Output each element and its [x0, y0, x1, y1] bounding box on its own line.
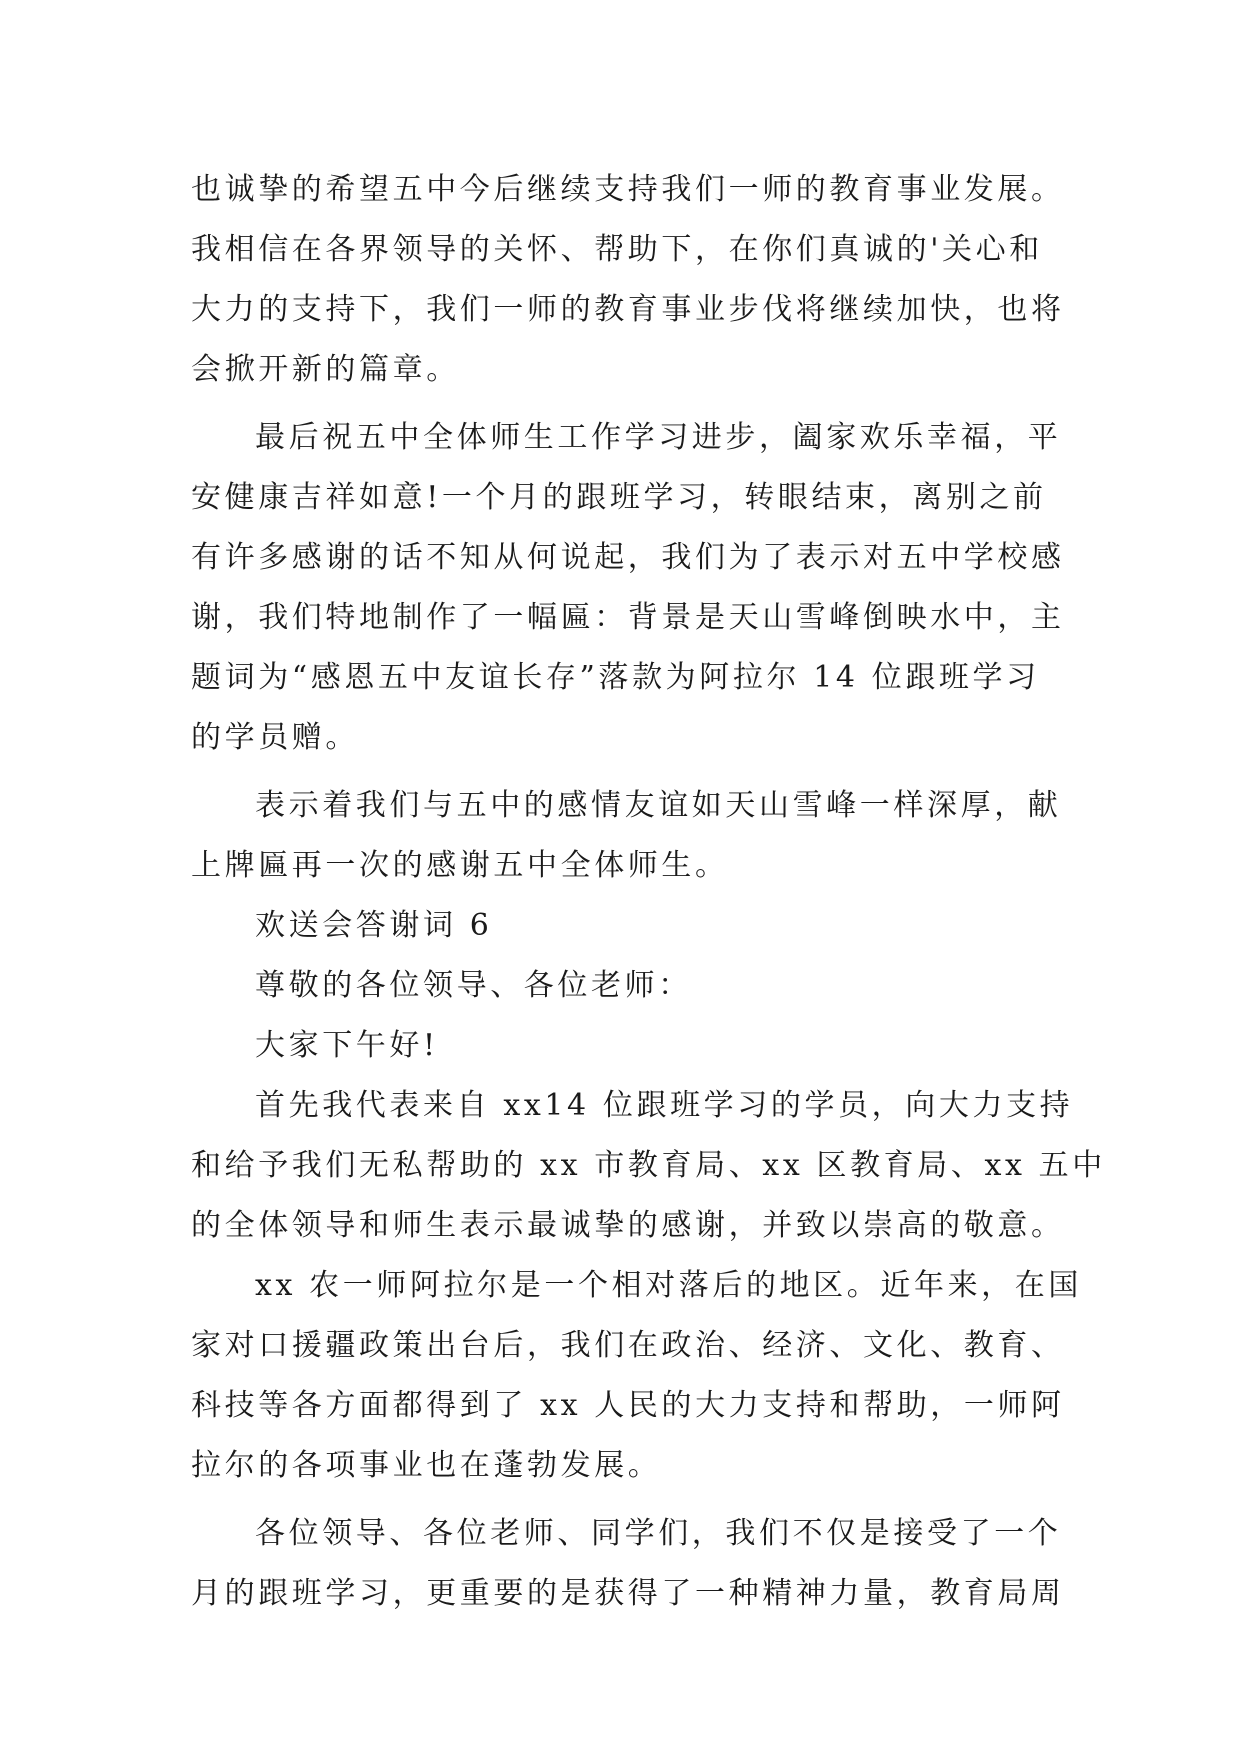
paragraph-line: 题词为“感恩五中友谊长存”落款为阿拉尔 14 位跟班学习: [191, 660, 1040, 695]
paragraph-line: 我相信在各界领导的关怀、帮助下，在你们真诚的'关心和: [191, 232, 1043, 267]
salutation: 尊敬的各位领导、各位老师：: [255, 968, 692, 1003]
paragraph-line: 月的跟班学习，更重要的是获得了一种精神力量，教育局周: [191, 1576, 1065, 1611]
paragraph-line: 的全体领导和师生表示最诚挚的感谢，并致以崇高的敬意。: [191, 1208, 1065, 1243]
paragraph-line: 各位领导、各位老师、同学们，我们不仅是接受了一个: [255, 1516, 1062, 1551]
paragraph-line: 表示着我们与五中的感情友谊如天山雪峰一样深厚，献: [255, 788, 1062, 823]
greeting: 大家下午好!: [255, 1028, 439, 1063]
paragraph-line: 家对口援疆政策出台后，我们在政治、经济、文化、教育、: [191, 1328, 1065, 1363]
paragraph-line: 上牌匾再一次的感谢五中全体师生。: [191, 848, 729, 883]
paragraph-gap: [191, 1496, 1051, 1504]
paragraph-line: 科技等各方面都得到了 xx 人民的大力支持和帮助，一师阿: [191, 1388, 1065, 1423]
paragraph-line: 谢，我们特地制作了一幅匾：背景是天山雪峰倒映水中，主: [191, 600, 1065, 635]
document-page: [191, 160, 1106, 1624]
paragraph-line: 也诚挚的希望五中今后继续支持我们一师的教育事业发展。: [191, 172, 1065, 207]
section-heading: 欢送会答谢词 6: [255, 908, 493, 943]
paragraph-line: xx 农一师阿拉尔是一个相对落后的地区。近年来，在国: [255, 1268, 1082, 1303]
paragraph-line: 有许多感谢的话不知从何说起，我们为了表示对五中学校感: [191, 540, 1065, 575]
paragraph-line: 安健康吉祥如意!一个月的跟班学习，转眼结束，离别之前: [191, 480, 1047, 515]
paragraph-gap: [191, 400, 1051, 408]
paragraph-line: 和给予我们无私帮助的 xx 市教育局、xx 区教育局、xx 五中: [191, 1148, 1106, 1183]
paragraph-line: 的学员赠。: [191, 720, 359, 755]
paragraph-line: 大力的支持下，我们一师的教育事业步伐将继续加快，也将: [191, 292, 1065, 327]
paragraph-line: 拉尔的各项事业也在蓬勃发展。: [191, 1448, 662, 1483]
paragraph-line: 最后祝五中全体师生工作学习进步，阖家欢乐幸福，平: [255, 420, 1062, 455]
paragraph-line: 首先我代表来自 xx14 位跟班学习的学员，向大力支持: [255, 1088, 1074, 1123]
paragraph-line: 会掀开新的篇章。: [191, 352, 460, 387]
paragraph-gap: [191, 768, 1051, 776]
